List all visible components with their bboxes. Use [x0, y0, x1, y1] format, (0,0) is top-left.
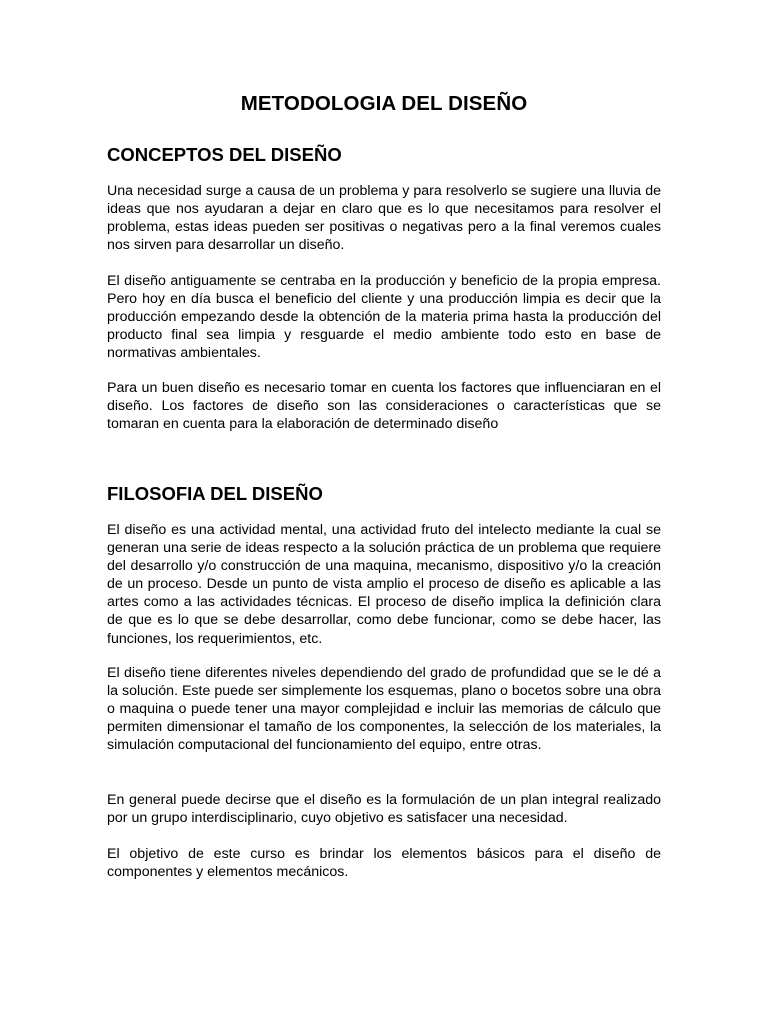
- section-heading-filosofia: FILOSOFIA DEL DISEÑO: [107, 483, 323, 504]
- paragraph: El diseño tiene diferentes niveles dependiendo del grado de profundidad que se le dé a la solución. Este puede ser simplemente los esquemas, plano o bocetos sobre una obra o maquina o puede tener una mayor complejidad e incluir las memorias de cálculo que permiten dimensionar el tamaño de los componentes, la selección de los materiales, la simulación computacional del funcionamiento del equipo, entre otras.: [107, 665, 661, 754]
- paragraph: En general puede decirse que el diseño es la formulación de un plan integral realizado por un grupo interdisciplinario, cuyo objetivo es satisfacer una necesidad.: [107, 792, 661, 827]
- paragraph: Una necesidad surge a causa de un problema y para resolverlo se sugiere una lluvia de ideas que nos ayudaran a dejar en claro que es lo que necesitamos para resolver el problema, estas ideas pueden ser positivas o negativas pero a la final veremos cuales nos sirven para desarrollar un diseño.: [107, 183, 661, 254]
- paragraph: Para un buen diseño es necesario tomar en cuenta los factores que influenciaran en el diseño. Los factores de diseño son las consideraciones o características que se tomaran en cuenta para la elaboración de determinado diseño: [107, 380, 661, 433]
- document-title: METODOLOGIA DEL DISEÑO: [240, 92, 528, 115]
- paragraph: El diseño antiguamente se centraba en la producción y beneficio de la propia empresa. Pero hoy en día busca el beneficio del cliente y una producción limpia es decir que la producción empezando desde la obtención de la materia prima hasta la producción del producto final sea limpia y resguarde el medio ambiente todo esto en base de normativas ambientales.: [107, 273, 661, 362]
- section-heading-conceptos: CONCEPTOS DEL DISEÑO: [107, 144, 342, 165]
- paragraph: El objetivo de este curso es brindar los elementos básicos para el diseño de componentes y elementos mecánicos.: [107, 846, 661, 881]
- paragraph: El diseño es una actividad mental, una actividad fruto del intelecto mediante la cual se generan una serie de ideas respecto a la solución práctica de un problema que requiere del desarrollo y/o construcción de una maquina, mecanismo, dispositivo y/o la creación de un proceso. Desde un punto de vista amplio el proceso de diseño es aplicable a las artes como a las actividades técnicas. El proceso de diseño implica la definición clara de que es lo que se debe desarrollar, como debe funcionar, como se debe hacer, las funciones, los requerimientos, etc.: [107, 522, 661, 647]
